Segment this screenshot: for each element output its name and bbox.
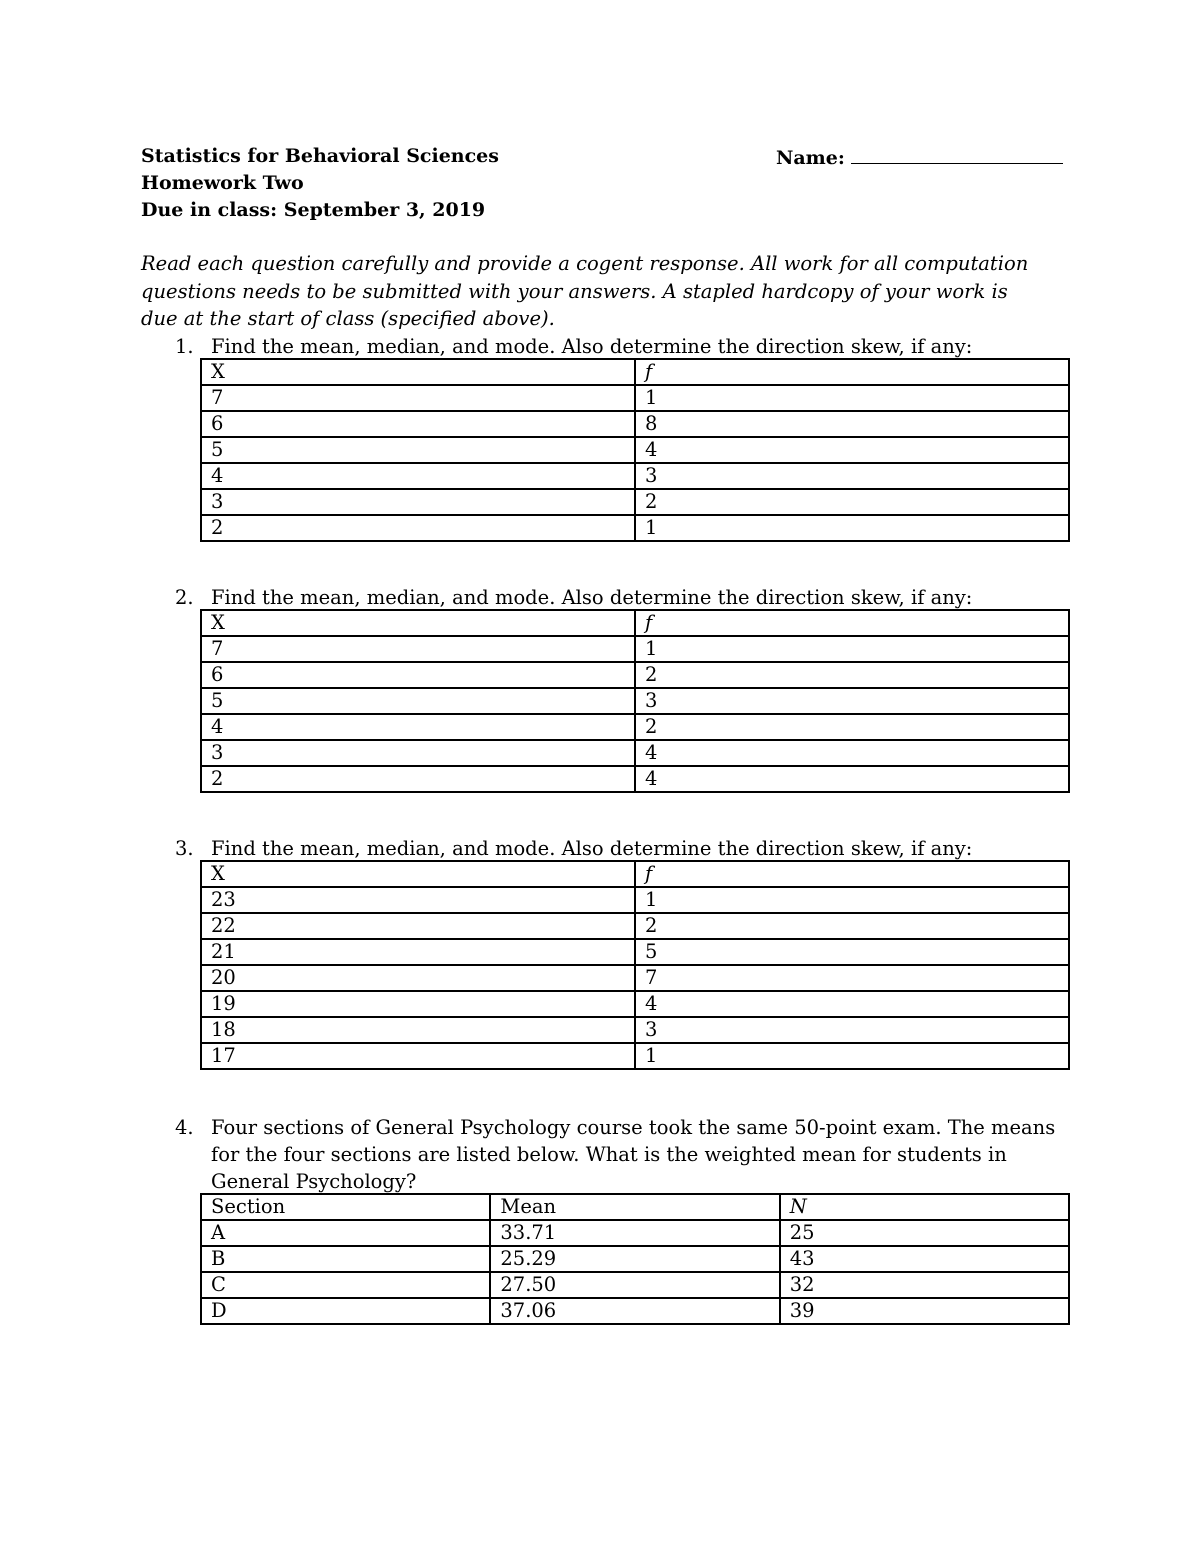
instructions: Read each question carefully and provide a cogent response. All work for all computation questions needs to be submitted with your answers. A stapled hardcopy of your work is due at the start of class (specified above). <box>141 252 1029 330</box>
section-means-table <box>200 1193 1070 1325</box>
cell-section: C <box>201 1272 490 1298</box>
cell-f: 4 <box>635 766 1069 792</box>
name-blank-line[interactable] <box>851 143 1063 164</box>
table-row <box>201 939 1069 965</box>
question-text: Four sections of General Psychology course took the same 50-point exam. The means for the four sections are listed below. What is the weighted mean for students in General Psychology? <box>211 1116 1056 1193</box>
frequency-table-2 <box>200 609 1070 793</box>
cell-f: 5 <box>635 939 1069 965</box>
course-title: Statistics for Behavioral Sciences <box>141 145 499 167</box>
cell-x: 7 <box>201 636 635 662</box>
question-number: 1. <box>175 335 194 358</box>
question-text: Find the mean, median, and mode. Also determine the direction skew, if any: <box>211 837 973 860</box>
cell-f: 2 <box>635 913 1069 939</box>
table-row <box>201 1017 1069 1043</box>
assignment-title: Homework Two <box>141 172 304 194</box>
cell-f: 8 <box>635 411 1069 437</box>
cell-f: 2 <box>635 489 1069 515</box>
table-row <box>201 463 1069 489</box>
table-header-row <box>201 1194 1069 1220</box>
name-label: Name: <box>776 147 845 169</box>
cell-f: 1 <box>635 1043 1069 1069</box>
table-row <box>201 1272 1069 1298</box>
table-row <box>201 913 1069 939</box>
cell-x: 3 <box>201 740 635 766</box>
header-mean: Mean <box>490 1194 779 1220</box>
cell-mean: 37.06 <box>490 1298 779 1324</box>
frequency-table-3 <box>200 860 1070 1070</box>
question-number: 3. <box>175 837 194 860</box>
header-section: Section <box>201 1194 490 1220</box>
cell-f: 3 <box>635 1017 1069 1043</box>
cell-section: B <box>201 1246 490 1272</box>
cell-n: 39 <box>780 1298 1069 1324</box>
header-n: N <box>780 1194 1069 1220</box>
cell-f: 1 <box>635 887 1069 913</box>
header-x: X <box>201 610 635 636</box>
table-row <box>201 437 1069 463</box>
table-row <box>201 887 1069 913</box>
question-1 <box>175 333 1070 360</box>
cell-f: 7 <box>635 965 1069 991</box>
cell-x: 4 <box>201 714 635 740</box>
cell-x: 2 <box>201 766 635 792</box>
question-text: Find the mean, median, and mode. Also determine the direction skew, if any: <box>211 335 973 358</box>
table-row <box>201 766 1069 792</box>
cell-mean: 33.71 <box>490 1220 779 1246</box>
cell-x: 6 <box>201 662 635 688</box>
table-row <box>201 714 1069 740</box>
table-row <box>201 1220 1069 1246</box>
table-row <box>201 515 1069 541</box>
table-header-row <box>201 610 1069 636</box>
question-4 <box>175 1114 1070 1195</box>
table-header-row <box>201 861 1069 887</box>
cell-f: 1 <box>635 515 1069 541</box>
name-field <box>776 143 1063 172</box>
cell-f: 3 <box>635 463 1069 489</box>
cell-section: D <box>201 1298 490 1324</box>
cell-x: 19 <box>201 991 635 1017</box>
header-f: f <box>635 610 1069 636</box>
cell-f: 1 <box>635 636 1069 662</box>
cell-f: 2 <box>635 662 1069 688</box>
cell-x: 17 <box>201 1043 635 1069</box>
question-3 <box>175 835 1070 862</box>
table-row <box>201 1246 1069 1272</box>
question-text: Find the mean, median, and mode. Also determine the direction skew, if any: <box>211 586 973 609</box>
cell-section: A <box>201 1220 490 1246</box>
table-row <box>201 411 1069 437</box>
cell-f: 2 <box>635 714 1069 740</box>
due-date: Due in class: September 3, 2019 <box>141 199 486 221</box>
cell-x: 5 <box>201 688 635 714</box>
cell-x: 3 <box>201 489 635 515</box>
cell-x: 2 <box>201 515 635 541</box>
header-f: f <box>635 861 1069 887</box>
cell-x: 5 <box>201 437 635 463</box>
cell-x: 7 <box>201 385 635 411</box>
table-row <box>201 636 1069 662</box>
header-x: X <box>201 861 635 887</box>
cell-mean: 27.50 <box>490 1272 779 1298</box>
question-number: 4. <box>175 1116 194 1139</box>
cell-f: 1 <box>635 385 1069 411</box>
cell-x: 21 <box>201 939 635 965</box>
cell-n: 32 <box>780 1272 1069 1298</box>
cell-x: 20 <box>201 965 635 991</box>
table-row <box>201 1043 1069 1069</box>
cell-f: 4 <box>635 740 1069 766</box>
header-x: X <box>201 359 635 385</box>
cell-n: 25 <box>780 1220 1069 1246</box>
cell-n: 43 <box>780 1246 1069 1272</box>
table-row <box>201 740 1069 766</box>
cell-x: 18 <box>201 1017 635 1043</box>
cell-x: 4 <box>201 463 635 489</box>
table-row <box>201 991 1069 1017</box>
cell-x: 6 <box>201 411 635 437</box>
cell-f: 4 <box>635 991 1069 1017</box>
cell-x: 22 <box>201 913 635 939</box>
table-row <box>201 1298 1069 1324</box>
question-number: 2. <box>175 586 194 609</box>
table-row <box>201 662 1069 688</box>
question-2 <box>175 584 1070 611</box>
table-row <box>201 688 1069 714</box>
cell-f: 3 <box>635 688 1069 714</box>
frequency-table-1 <box>200 358 1070 542</box>
cell-f: 4 <box>635 437 1069 463</box>
table-row <box>201 965 1069 991</box>
table-header-row <box>201 359 1069 385</box>
header-f: f <box>635 359 1069 385</box>
table-row <box>201 385 1069 411</box>
cell-x: 23 <box>201 887 635 913</box>
table-row <box>201 489 1069 515</box>
cell-mean: 25.29 <box>490 1246 779 1272</box>
